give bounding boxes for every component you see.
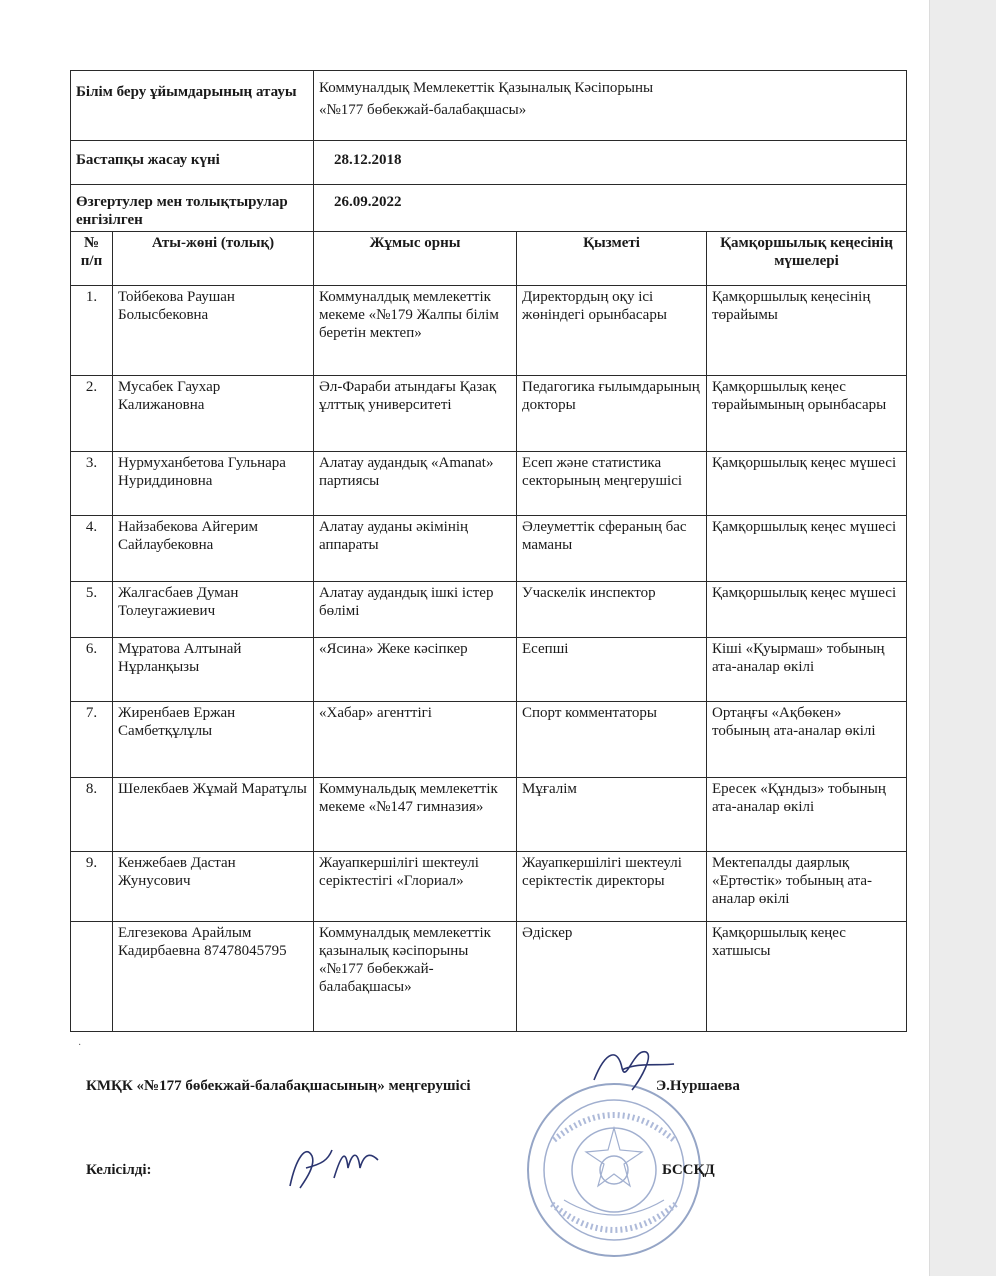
agreed-label: Келісілді:: [86, 1162, 152, 1178]
table-row: [71, 702, 907, 778]
column-header-row: [71, 232, 907, 286]
row-workplace: «Хабар» агенттігі: [314, 702, 517, 778]
row-name: Шелекбаев Жұмай Маратұлы: [113, 778, 314, 852]
row-position: Жауапкершілігі шектеулі серіктестік директоры: [517, 852, 707, 922]
row-position: Директордың оқу ісі жөніндегі орынбасары: [517, 286, 707, 376]
start-date-label: Бастапқы жасау күні: [71, 141, 314, 185]
row-num: 4.: [71, 516, 113, 582]
col-header-name: Аты-жөні (толық): [113, 232, 314, 286]
head-title: КМҚК «№177 бөбекжай-балабақшасының» меңгерушісі: [86, 1078, 471, 1094]
row-position: Есеп және статистика секторының меңгерушісі: [517, 452, 707, 516]
table-row: [71, 452, 907, 516]
col-header-num: № п/п: [71, 232, 113, 286]
row-name: Мусабек Гаухар Калижановна: [113, 376, 314, 452]
col-header-position: Қызметі: [517, 232, 707, 286]
row-num: [71, 922, 113, 1032]
row-role: Қамқоршылық кеңес мүшесі: [707, 516, 907, 582]
row-position: Педагогика ғылымдарының докторы: [517, 376, 707, 452]
row-workplace: Алатау ауданы әкімінің аппараты: [314, 516, 517, 582]
row-workplace: Коммуналдық мемлекеттік мекеме «№179 Жалпы білім беретін мектеп»: [314, 286, 517, 376]
row-name: Тойбекова Раушан Болысбековна: [113, 286, 314, 376]
row-name: Нурмуханбетова Гульнара Нуриддиновна: [113, 452, 314, 516]
org-name-value: [314, 71, 907, 141]
row-role: Қамқоршылық кеңес хатшысы: [707, 922, 907, 1032]
row-name: Жалгасбаев Думан Толеугажиевич: [113, 582, 314, 638]
row-name: Найзабекова Айгерим Сайлаубековна: [113, 516, 314, 582]
row-num: 1.: [71, 286, 113, 376]
org-name-line2: «№177 бөбекжай-балабақшасы»: [319, 102, 527, 118]
page-edge-background: [929, 0, 996, 1276]
table-row: [71, 516, 907, 582]
start-date-value: 28.12.2018: [314, 141, 907, 185]
table-row: [71, 852, 907, 922]
row-role: Қамқоршылық кеңесінің төрайымы: [707, 286, 907, 376]
head-name: Э.Нуршаева: [656, 1078, 740, 1094]
approval-signature: [282, 1138, 382, 1194]
row-num: 9.: [71, 852, 113, 922]
row-workplace: Коммунальдық мемлекеттік мекеме «№147 гимназия»: [314, 778, 517, 852]
row-role: Кіші «Қуырмаш» тобының ата-аналар өкілі: [707, 638, 907, 702]
row-name: Мұратова Алтынай Нұрланқызы: [113, 638, 314, 702]
changes-date-row: [71, 185, 907, 232]
org-name-row: [71, 71, 907, 141]
row-name: Жиренбаев Ержан Самбетқұлұлы: [113, 702, 314, 778]
row-role: Ересек «Құндыз» тобының ата-аналар өкілі: [707, 778, 907, 852]
row-num: 6.: [71, 638, 113, 702]
row-position: Мұғалім: [517, 778, 707, 852]
org-name-line1: Коммуналдық Мемлекеттік Қазыналық Кәсіпорыны: [319, 80, 654, 96]
row-position: Спорт комментаторы: [517, 702, 707, 778]
row-position: Есепші: [517, 638, 707, 702]
table-row: [71, 638, 907, 702]
table-row: [71, 778, 907, 852]
board-members-table: [70, 70, 907, 1032]
table-row: [71, 582, 907, 638]
row-name: Елгезекова Арайлым Кадирбаевна 87478045795: [113, 922, 314, 1032]
row-role: Ортаңғы «Ақбөкен» тобының ата-аналар өкілі: [707, 702, 907, 778]
row-num: 5.: [71, 582, 113, 638]
row-role: Қамқоршылық кеңес мүшесі: [707, 582, 907, 638]
row-name: Кенжебаев Дастан Жунусович: [113, 852, 314, 922]
row-position: Учаскелік инспектор: [517, 582, 707, 638]
row-workplace: Әл-Фараби атындағы Қазақ ұлттық университеті: [314, 376, 517, 452]
row-num: 8.: [71, 778, 113, 852]
row-workplace: «Ясина» Жеке кәсіпкер: [314, 638, 517, 702]
row-num: 2.: [71, 376, 113, 452]
org-name-label: Білім беру ұйымдарының атауы: [71, 71, 314, 141]
table-row: [71, 376, 907, 452]
row-workplace: Коммуналдық мемлекеттік қазыналық кәсіпорыны «№177 бөбекжай-балабақшасы»: [314, 922, 517, 1032]
row-position: Әлеуметтік сфераның бас маманы: [517, 516, 707, 582]
row-role: Қамқоршылық кеңес төрайымының орынбасары: [707, 376, 907, 452]
row-num: 3.: [71, 452, 113, 516]
row-workplace: Алатау аудандық «Amanat» партиясы: [314, 452, 517, 516]
row-position: Әдіскер: [517, 922, 707, 1032]
row-workplace: Жауапкершілігі шектеулі серіктестігі «Глориал»: [314, 852, 517, 922]
row-num: 7.: [71, 702, 113, 778]
col-header-workplace: Жұмыс орны: [314, 232, 517, 286]
row-role: Мектепалды даярлық «Ертөстік» тобының ата-аналар өкілі: [707, 852, 907, 922]
stray-mark: ·: [78, 1040, 82, 1051]
changes-date-value: 26.09.2022: [314, 185, 907, 232]
agreed-organization: БССҚД: [662, 1162, 715, 1178]
start-date-row: [71, 141, 907, 185]
table-row: [71, 286, 907, 376]
col-header-role: Қамқоршылық кеңесінің мүшелері: [707, 232, 907, 286]
changes-date-label: Өзгертулер мен толықтырулар енгізілген: [71, 185, 314, 232]
row-workplace: Алатау аудандық ішкі істер бөлімі: [314, 582, 517, 638]
table-row: [71, 922, 907, 1032]
row-role: Қамқоршылық кеңес мүшесі: [707, 452, 907, 516]
